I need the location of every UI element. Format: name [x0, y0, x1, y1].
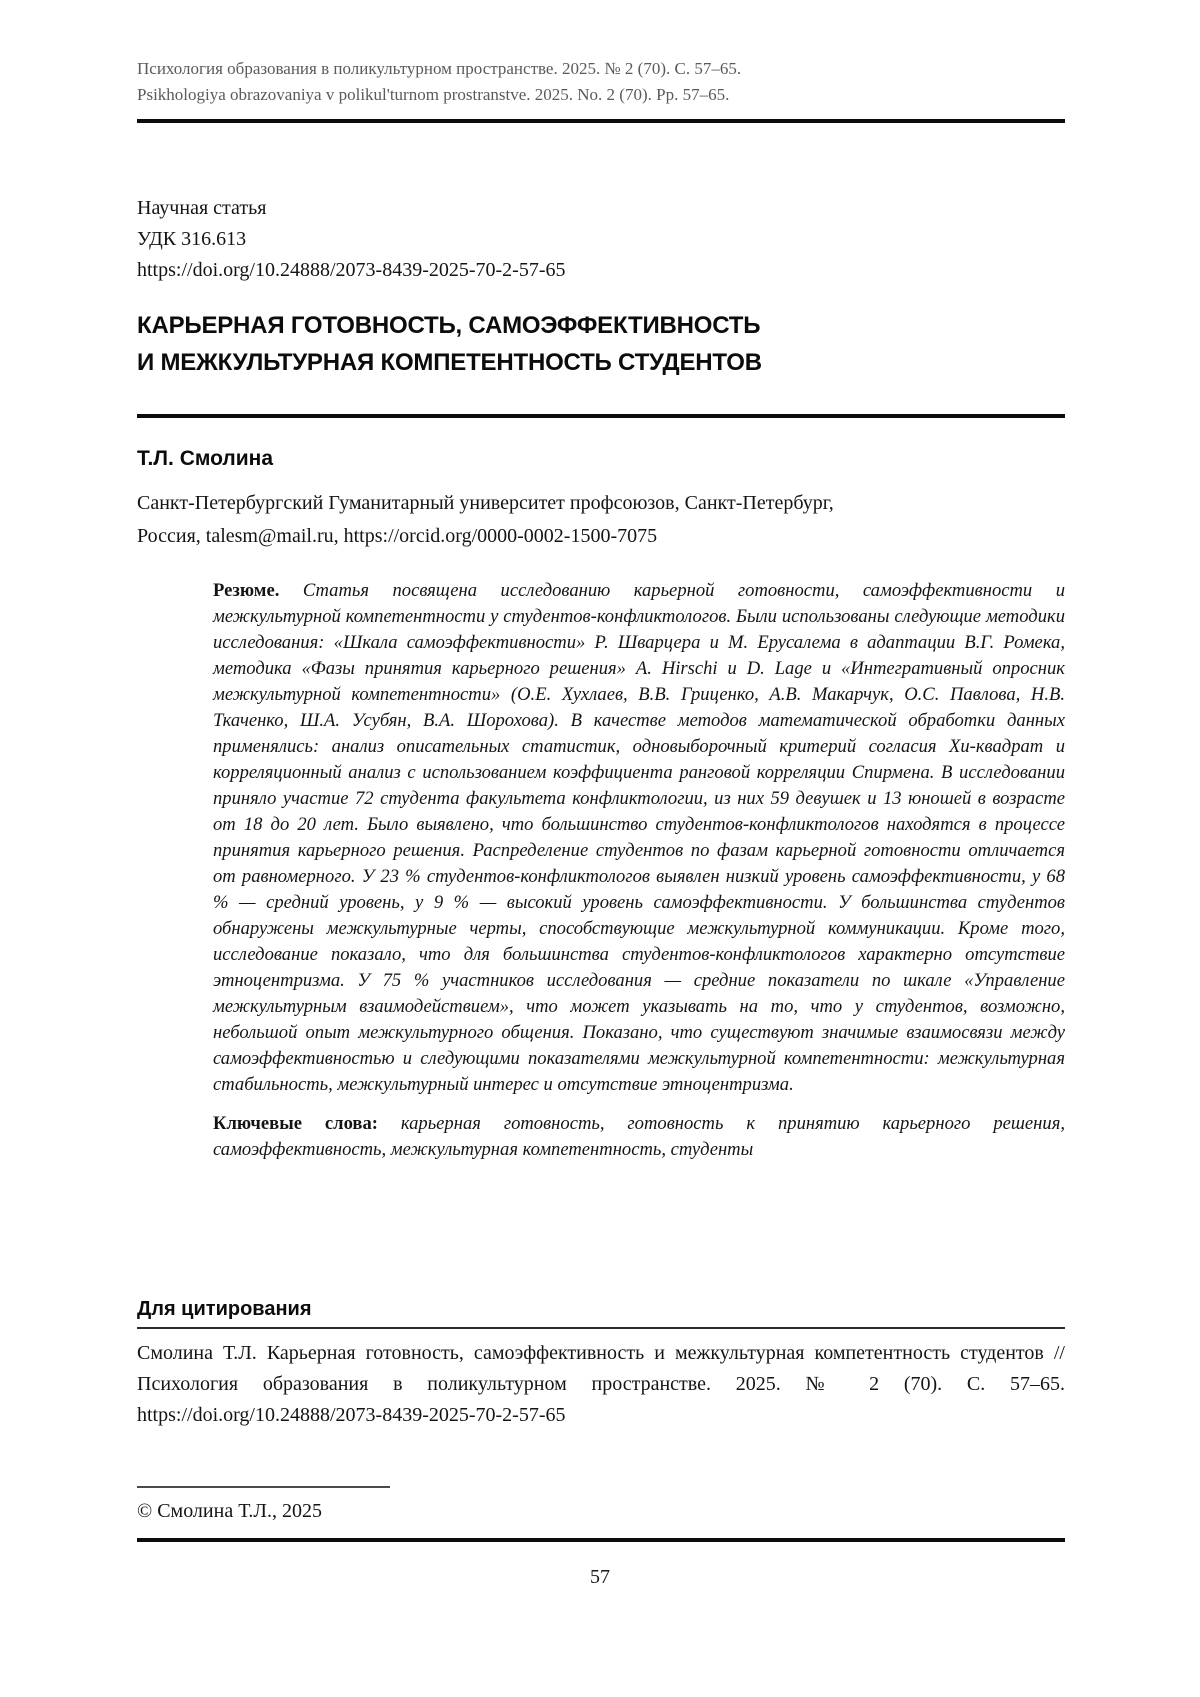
citation-heading: Для цитирования [137, 1297, 1065, 1329]
citation-section [137, 1297, 1065, 1431]
article-title-line1: КАРЬЕРНАЯ ГОТОВНОСТЬ, САМОЭФФЕКТИВНОСТЬ [137, 312, 761, 339]
bottom-rule [137, 1538, 1065, 1542]
abstract-label: Резюме. [213, 580, 280, 601]
journal-header-ru: Психология образования в поликультурном пространстве. 2025. № 2 (70). С. 57–65. [137, 59, 742, 78]
title-rule [137, 414, 1065, 418]
udc-number: УДК 316.613 [137, 228, 247, 250]
footnote-rule [137, 1486, 390, 1488]
journal-header-translit: Psikhologiya obrazovaniya v polikul'turnom prostranstve. 2025. No. 2 (70). Pp. 57–65. [137, 85, 730, 104]
journal-header [137, 56, 1065, 108]
page-content [137, 0, 1065, 1163]
doi-link: https://doi.org/10.24888/2073-8439-2025-70-2-57-65 [137, 259, 566, 281]
article-type-label: Научная статья [137, 197, 267, 219]
footer-section [137, 1486, 1065, 1542]
article-meta [137, 193, 1065, 286]
author-affiliation-line1: Санкт-Петербургский Гуманитарный университет профсоюзов, Санкт-Петербург, [137, 492, 834, 514]
author-name: Т.Л. Смолина [137, 447, 274, 470]
article-title [137, 307, 1065, 381]
header-rule [137, 119, 1065, 123]
copyright-notice: © Смолина Т.Л., 2025 [137, 1500, 322, 1522]
abstract-paragraph [137, 578, 1065, 1098]
keywords-paragraph [137, 1111, 1065, 1163]
keywords-text: карьерная готовность, готовность к принятию карьерного решения, самоэффективность, межкультурная компетентность, студенты [213, 1113, 1065, 1160]
author-affiliation [137, 487, 1065, 553]
abstract-text: Статья посвящена исследованию карьерной готовности, самоэффективности и межкультурной компетентности у студентов-конфликтологов. Были использованы следующие методики исследования: «Шкала самоэффективности» Р. Шварцера и М. Ерусалема в адаптации В.Г. Ромека, методика «Фазы принятия карьерного решения» A. Hirschi и D. Lage и «Интегративный опросник межкультурной компетентности» (О.Е. Хухлаев, В.В. Гриценко, А.В. Макарчук, О.С. Павлова, Н.В. Ткаченко, Ш.А. Усубян, В.А. Шорохова). В качестве методов математической обработки данных применялись: анализ описательных статистик, одновыборочный критерий согласия Хи-квадрат и корреляционный анализ с использованием коэффициента ранговой корреляции Спирмена. В исследовании приняло участие 72 студента факультета конфликтологии, из них 59 девушек и 13 юношей в возрасте от 18 до 20 лет. Было выявлено, что большинство студентов-конфликтологов находятся в процессе принятия карьерного решения. Распределение студентов по фазам карьерной готовности отличается от равномерного. У 23 % студентов-конфликтологов выявлен низкий уровень самоэффективности, у 68 % — средний уровень, у 9 % — высокий уровень самоэффективности. У большинства студентов обнаружены межкультурные черты, способствующие межкультурной коммуникации. Кроме того, исследование показало, что для большинства студентов-конфликтологов характерно отсутствие этноцентризма. У 75 % участников исследования — средние показатели по шкале «Управление межкультурным взаимодействием», что может указывать на то, что у студентов, возможно, небольшой опыт межкультурного общения. Показано, что существуют значимые взаимосвязи между самоэффективностью и следующими показателями межкультурной компетентности: межкультурная стабильность, межкультурный интерес и отсутствие этноцентризма. [213, 580, 1065, 1095]
author-affiliation-line2: Россия, talesm@mail.ru, https://orcid.org/0000-0002-1500-7075 [137, 525, 658, 547]
page-number: 57 [590, 1566, 610, 1588]
article-title-line2: И МЕЖКУЛЬТУРНАЯ КОМПЕТЕНТНОСТЬ СТУДЕНТОВ [137, 349, 762, 376]
citation-text: Смолина Т.Л. Карьерная готовность, самоэффективность и межкультурная компетентность студентов // Психология образования в поликультурном пространстве. 2025. № 2 (70). С. 57–65. https://doi.org/10.24888/2073-8439-2025-70-2-57-65 [137, 1342, 1065, 1426]
keywords-label: Ключевые слова: [213, 1113, 378, 1134]
